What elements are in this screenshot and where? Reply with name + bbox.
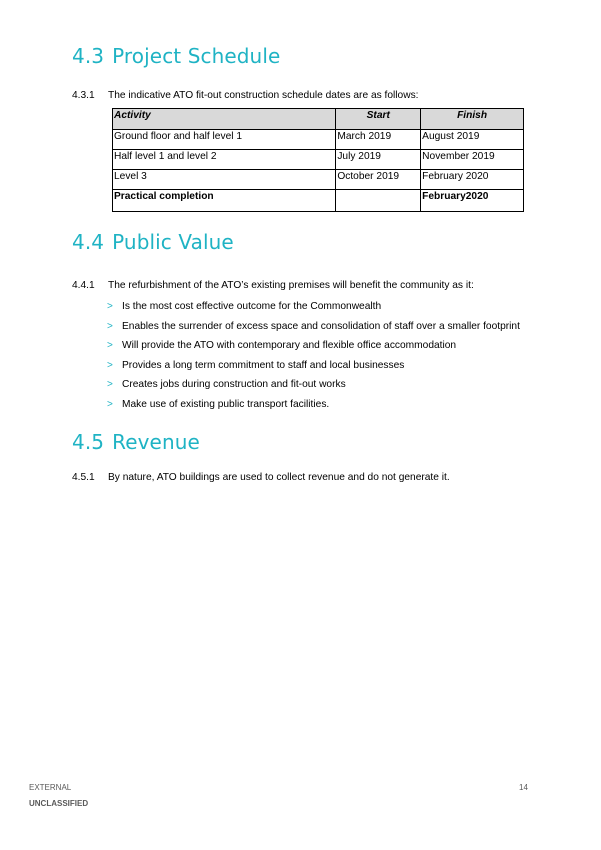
table-row bbox=[113, 170, 524, 190]
paragraph-number: 4.4.1 bbox=[72, 280, 95, 291]
list-item-text: Will provide the ATO with contemporary and flexible office accommodation bbox=[122, 340, 457, 351]
chevron-right-icon: > bbox=[107, 379, 113, 390]
benefits-list bbox=[107, 300, 520, 417]
activity-cell: Level 3 bbox=[113, 170, 336, 190]
activity-cell: Half level 1 and level 2 bbox=[113, 150, 336, 170]
start-cell: October 2019 bbox=[336, 170, 421, 190]
column-header-activity: Activity bbox=[113, 109, 336, 130]
list-item bbox=[107, 378, 520, 398]
list-item-text: Is the most cost effective outcome for the Commonwealth bbox=[122, 301, 382, 312]
paragraph-text: By nature, ATO buildings are used to collect revenue and do not generate it. bbox=[108, 472, 450, 483]
finish-cell: August 2019 bbox=[421, 130, 524, 150]
page-number: 14 bbox=[519, 783, 528, 792]
chevron-right-icon: > bbox=[107, 301, 113, 312]
paragraph-text: The indicative ATO fit-out construction schedule dates are as follows: bbox=[108, 90, 419, 101]
paragraph-4-3-1 bbox=[72, 89, 419, 102]
section-number: 4.4 bbox=[72, 230, 105, 254]
list-item bbox=[107, 300, 520, 320]
table-header-row bbox=[113, 109, 524, 130]
list-item bbox=[107, 398, 520, 418]
chevron-right-icon: > bbox=[107, 359, 113, 371]
section-title: Revenue bbox=[112, 430, 200, 454]
chevron-right-icon: > bbox=[107, 340, 113, 351]
column-header-finish: Finish bbox=[421, 109, 524, 130]
finish-cell: February2020 bbox=[421, 190, 524, 212]
schedule-table bbox=[112, 108, 524, 212]
activity-cell: Practical completion bbox=[113, 190, 336, 212]
paragraph-number: 4.3.1 bbox=[72, 90, 95, 101]
start-cell: March 2019 bbox=[336, 130, 421, 150]
list-item-text: Creates jobs during construction and fit-out works bbox=[122, 379, 346, 390]
table-row bbox=[113, 150, 524, 170]
section-heading-project-schedule bbox=[72, 44, 280, 68]
section-number: 4.5 bbox=[72, 430, 105, 454]
section-title: Public Value bbox=[112, 230, 234, 254]
paragraph-number: 4.5.1 bbox=[72, 472, 95, 483]
table-row bbox=[113, 190, 524, 212]
section-heading-revenue bbox=[72, 430, 200, 454]
list-item-text: Enables the surrender of excess space and consolidation of staff over a smaller footprint bbox=[122, 320, 520, 332]
section-heading-public-value bbox=[72, 230, 234, 254]
chevron-right-icon: > bbox=[107, 398, 113, 410]
paragraph-4-5-1 bbox=[72, 471, 450, 484]
finish-cell: February 2020 bbox=[421, 170, 524, 190]
list-item bbox=[107, 359, 520, 379]
activity-cell: Ground floor and half level 1 bbox=[113, 130, 336, 150]
chevron-right-icon: > bbox=[107, 320, 113, 332]
start-cell bbox=[336, 190, 421, 212]
footer-classification-external: EXTERNAL bbox=[29, 783, 72, 792]
table-row bbox=[113, 130, 524, 150]
paragraph-text: The refurbishment of the ATO’s existing premises will benefit the community as it: bbox=[108, 280, 474, 291]
finish-cell: November 2019 bbox=[421, 150, 524, 170]
footer-classification-unclassified: UNCLASSIFIED bbox=[29, 799, 89, 808]
start-cell: July 2019 bbox=[336, 150, 421, 170]
column-header-start: Start bbox=[336, 109, 421, 130]
list-item-text: Provides a long term commitment to staff and local businesses bbox=[122, 359, 405, 371]
list-item bbox=[107, 320, 520, 340]
list-item-text: Make use of existing public transport facilities. bbox=[122, 398, 330, 410]
list-item bbox=[107, 339, 520, 359]
section-title: Project Schedule bbox=[112, 44, 281, 68]
paragraph-4-4-1 bbox=[72, 279, 474, 292]
section-number: 4.3 bbox=[72, 44, 105, 68]
